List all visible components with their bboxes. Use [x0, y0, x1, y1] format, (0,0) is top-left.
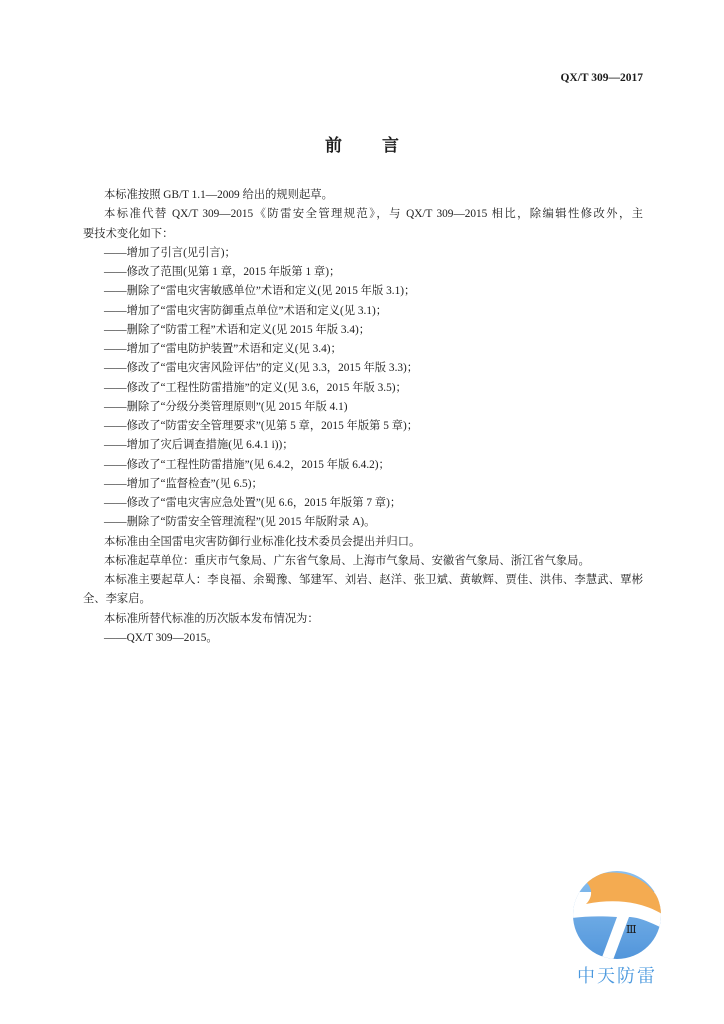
change-item: ——修改了范围(见第 1 章，2015 年版第 1 章)； [104, 266, 341, 278]
watermark-brand-text: 中天防雷 [577, 966, 657, 987]
proposer-text: 本标准由全国雷电灾害防御行业标准化技术委员会提出并归口。 [104, 535, 421, 548]
change-item: ——删除了“分级分类管理原则”(见 2015 年版 4.1) [104, 400, 348, 413]
standard-code: QX/T 309—2017 [560, 72, 643, 84]
rule-basis-text: 本标准按照 GB/T 1.1—2009 给出的规则起草。 [104, 189, 333, 201]
zhongtian-logo-icon [572, 870, 662, 960]
change-item: ——增加了“雷电灾害防御重点单位”术语和定义(见 3.1)； [104, 304, 388, 317]
history-item: ——QX/T 309—2015。 [104, 631, 218, 644]
change-item: ——增加了灾后调查措施(见 6.4.1 i))； [104, 439, 294, 452]
drafting-units-text: 本标准起草单位：重庆市气象局、广东省气象局、上海市气象局、安徽省气象局、浙江省气象局。 [104, 554, 590, 567]
drafters-text-line: 全、李家启。 [83, 593, 151, 606]
replacement-text-line: 本标准代替 QX/T 309—2015《防雷安全管理规范》，与 QX/T 309—2015 相比，除编辑性修改外，主 [104, 208, 643, 221]
change-item: ——修改了“雷电灾害应急处置”(见 6.6，2015 年版第 7 章)； [104, 497, 402, 509]
change-item: ——修改了“防雷安全管理要求”(见第 5 章，2015 年版第 5 章)； [104, 420, 419, 432]
history-intro-text: 本标准所替代标准的历次版本发布情况为： [104, 612, 319, 625]
change-item: ——增加了“监督检查”(见 6.5)； [104, 477, 263, 490]
change-item: ——删除了“防雷安全管理流程”(见 2015 年版附录 A)。 [104, 516, 376, 529]
page-number: Ⅲ [626, 923, 637, 936]
change-item: ——删除了“雷电灾害敏感单位”术语和定义(见 2015 年版 3.1)； [104, 285, 416, 298]
drafters-text-line: 本标准主要起草人：李良福、余蜀豫、邹建军、刘岩、赵洋、张卫斌、黄敏辉、贾佳、洪伟、李慧武、覃彬 [104, 574, 643, 586]
change-item: ——修改了“工程性防雷措施”的定义(见 3.6，2015 年版 3.5)； [104, 381, 407, 394]
change-item: ——修改了“雷电灾害风险评估”的定义(见 3.3，2015 年版 3.3)； [104, 362, 419, 375]
change-item: ——修改了“工程性防雷措施”(见 6.4.2，2015 年版 6.4.2)； [104, 458, 390, 471]
change-item: ——增加了“雷电防护装置”术语和定义(见 3.4)； [104, 343, 342, 355]
change-item: ——增加了引言(见引言)； [104, 246, 236, 259]
foreword-body [83, 186, 643, 648]
replacement-text-line: 要技术变化如下： [83, 227, 174, 240]
foreword-title: 前言 [325, 136, 439, 155]
change-item: ——删除了“防雷工程”术语和定义(见 2015 年版 3.4)； [104, 323, 371, 336]
